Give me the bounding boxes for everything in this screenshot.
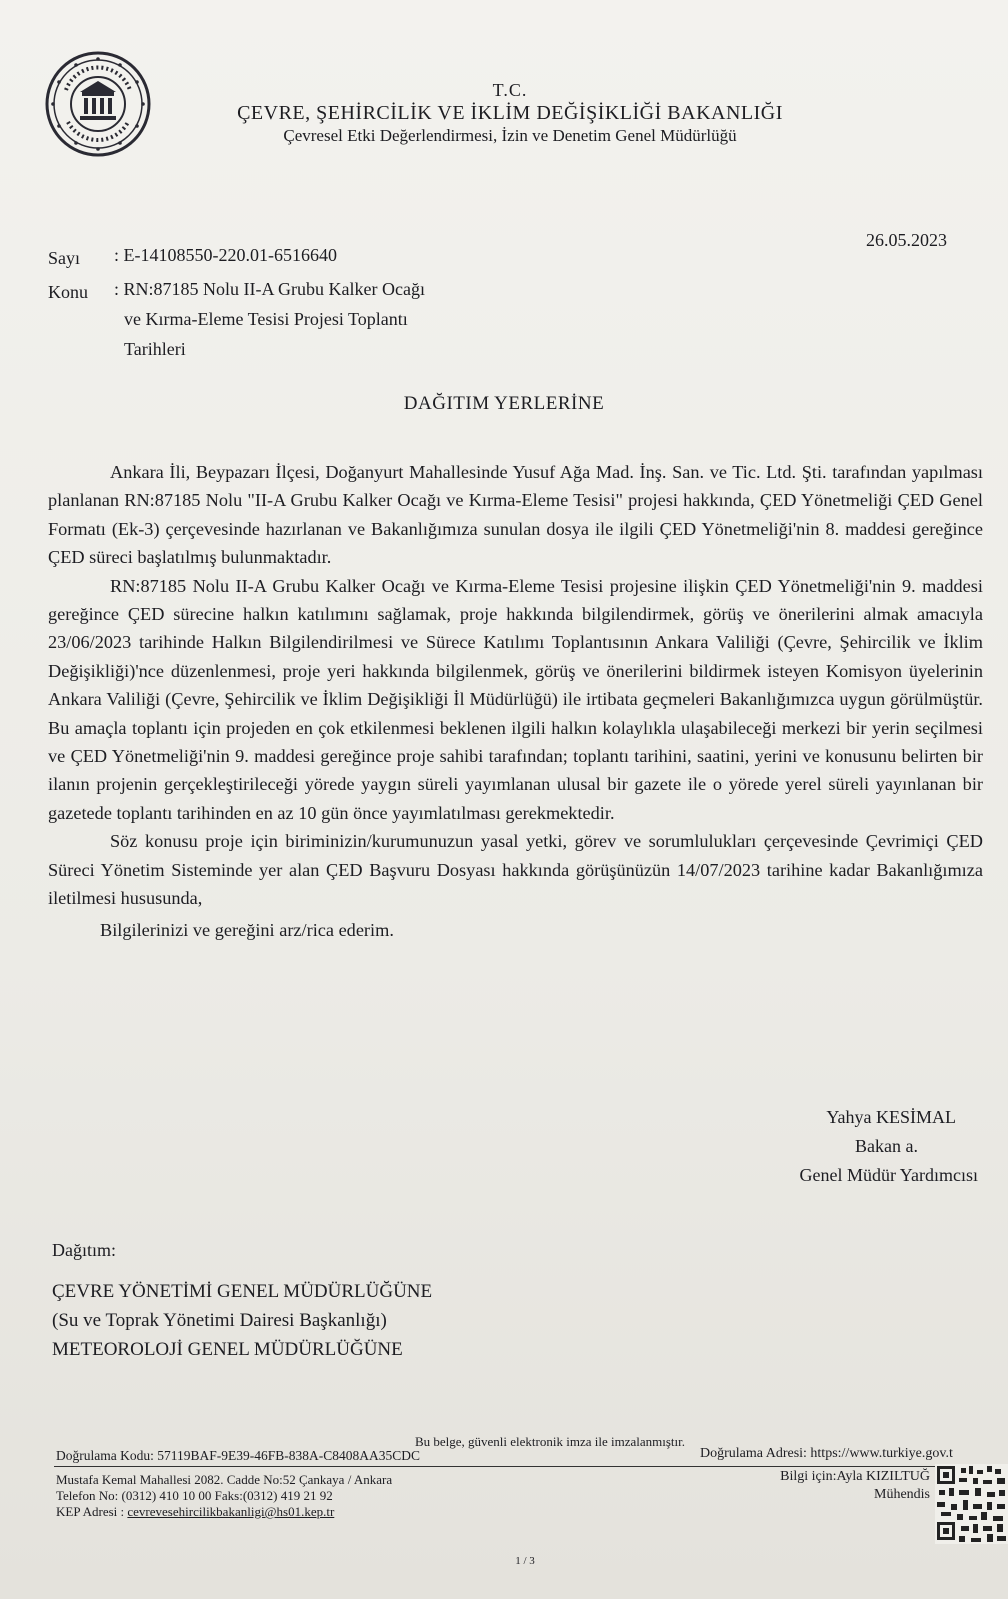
esign-note: Bu belge, güvenli elektronik imza ile imzalanmıştır. xyxy=(414,1434,686,1449)
closing-line: Bilgilerinizi ve gereğini arz/rica ederim. xyxy=(100,919,394,940)
signatory-role-1: Bakan a. xyxy=(855,1136,918,1156)
addressee-heading: DAĞITIM YERLERİNE xyxy=(403,393,605,414)
verification-code: Doğrulama Kodu: 57119BAF-9E39-46FB-838A-C8408AA35CDC xyxy=(56,1448,420,1463)
kep-label: KEP Adresi : xyxy=(56,1504,128,1519)
header-tc: T.C. xyxy=(492,80,528,100)
phone-line: Telefon No: (0312) 410 10 00 Faks:(0312) 419 21 92 xyxy=(56,1488,333,1503)
distribution-item: METEOROLOJİ GENEL MÜDÜRLÜĞÜNE xyxy=(52,1339,403,1360)
ministry-address-block xyxy=(56,1472,392,1520)
signatory-name: Yahya KESİMAL xyxy=(826,1107,956,1127)
kep-line xyxy=(56,1504,392,1520)
contact-title: Mühendis xyxy=(874,1487,930,1502)
distribution-item: ÇEVRE YÖNETİMİ GENEL MÜDÜRLÜĞÜNE xyxy=(52,1281,433,1302)
signatory-role-2: Genel Müdür Yardımcısı xyxy=(799,1165,978,1185)
document-date: 26.05.2023 xyxy=(866,230,947,250)
konu-line-3: Tarihleri xyxy=(124,339,186,359)
sayi-label: Sayı xyxy=(48,248,81,268)
page-number: 1 / 3 xyxy=(515,1555,535,1567)
paragraph-2: RN:87185 Nolu II-A Grubu Kalker Ocağı ve Kırma-Eleme Tesisi projesine ilişkin ÇED Yönetmeliği'nin 9. maddesi gereğince ÇED sürecine halkın katılımını sağlamak, proje hakkında bilgilendirmek, görüş ve önerilerini almak amacıyla 23/06/2023 tarihinde Halkın Bilgilendirilmesi ve Sürece Katılımı Toplantısının Ankara Valiliği (Çevre, Şehircilik ve İklim Değişikliği)'nce düzenlenmesi, proje yeri hakkında bilgilenmek, görüş ve önerilerini bildirmek isteyen Komisyon üyelerinin Ankara Valiliği (Çevre, Şehircilik ve İklim Değişikliği İl Müdürlüğü) ile irtibata geçmeleri Bakanlığımızca uygun görülmüştür. Bu amaçla toplantı için projeden en çok etkilenmesi beklenen ilgili halkın kolaylıkla ulaşabileceği merkezi bir yerin seçilmesi ve ÇED Yönetmeliği'nin 9. maddesi gereğince proje sahibi tarafından; toplantı tarihini, saatini, yerini ve konusunu belirten bir ilanın projenin gerçekleştirileceği yörede yaygın süreli yayımlanan ulusal bir gazete ile o yörede yerel süreli yayınlanan bir gazetede toplantı tarihinden en az 10 gün önce yayımlatılması gerekmektedir. xyxy=(48,575,983,823)
contact-info xyxy=(740,1468,930,1504)
footer-divider xyxy=(54,1466,1008,1467)
letter-body xyxy=(48,458,983,944)
signature-block xyxy=(800,1103,979,1190)
header-directorate: Çevresel Etki Değerlendirmesi, İzin ve Denetim Genel Müdürlüğü xyxy=(283,126,737,145)
distribution-title: Dağıtım: xyxy=(52,1240,116,1260)
qr-code-icon xyxy=(935,1464,1008,1544)
sayi-value: : E-14108550-220.01-6516640 xyxy=(114,245,337,265)
distribution-item: (Su ve Toprak Yönetimi Dairesi Başkanlığı) xyxy=(52,1310,387,1331)
konu-line-1: : RN:87185 Nolu II-A Grubu Kalker Ocağı xyxy=(114,279,425,299)
konu-label: Konu xyxy=(48,282,88,302)
distribution-list xyxy=(52,1277,432,1364)
ministry-seal-logo xyxy=(44,50,152,158)
kep-address-link[interactable]: cevrevesehircilikbakanligi@hs01.kep.tr xyxy=(127,1504,335,1519)
paragraph-3: Söz konusu proje için biriminizin/kurumunuzun yasal yetki, görev ve sorumlulukları çerçevesinde Çevrimiçi ÇED Süreci Yönetim Sisteminde yer alan ÇED Başvuru Dosyası hakkında görüşünüzün 14/07/2023 tarihine kadar Bakanlığımıza iletilmesi hususunda, xyxy=(48,831,983,909)
verification-address: Doğrulama Adresi: https://www.turkiye.gov.t xyxy=(700,1446,953,1461)
header-ministry: ÇEVRE, ŞEHİRCİLİK VE İKLİM DEĞİŞİKLİĞİ BAKANLIĞI xyxy=(237,102,783,124)
contact-person: Bilgi için:Ayla KIZILTUĞ xyxy=(780,1469,930,1484)
paragraph-1: Ankara İli, Beypazarı İlçesi, Doğanyurt Mahallesinde Yusuf Ağa Mad. İnş. San. ve Tic. Ltd. Şti. tarafından yapılması planlanan RN:87185 Nolu "II-A Grubu Kalker Ocağı ve Kırma-Eleme Tesisi" projesi hakkında, ÇED Yönetmeliği ÇED Genel Formatı (Ek-3) çerçevesinde hazırlanan ve Bakanlığımıza sunulan dosya ile ilgili ÇED Yönetmeliği'nin 8. maddesi gereğince ÇED süreci başlatılmış bulunmaktadır. xyxy=(48,462,983,568)
address-line: Mustafa Kemal Mahallesi 2082. Cadde No:52 Çankaya / Ankara xyxy=(56,1472,393,1487)
konu-line-2: ve Kırma-Eleme Tesisi Projesi Toplantı xyxy=(124,309,408,329)
